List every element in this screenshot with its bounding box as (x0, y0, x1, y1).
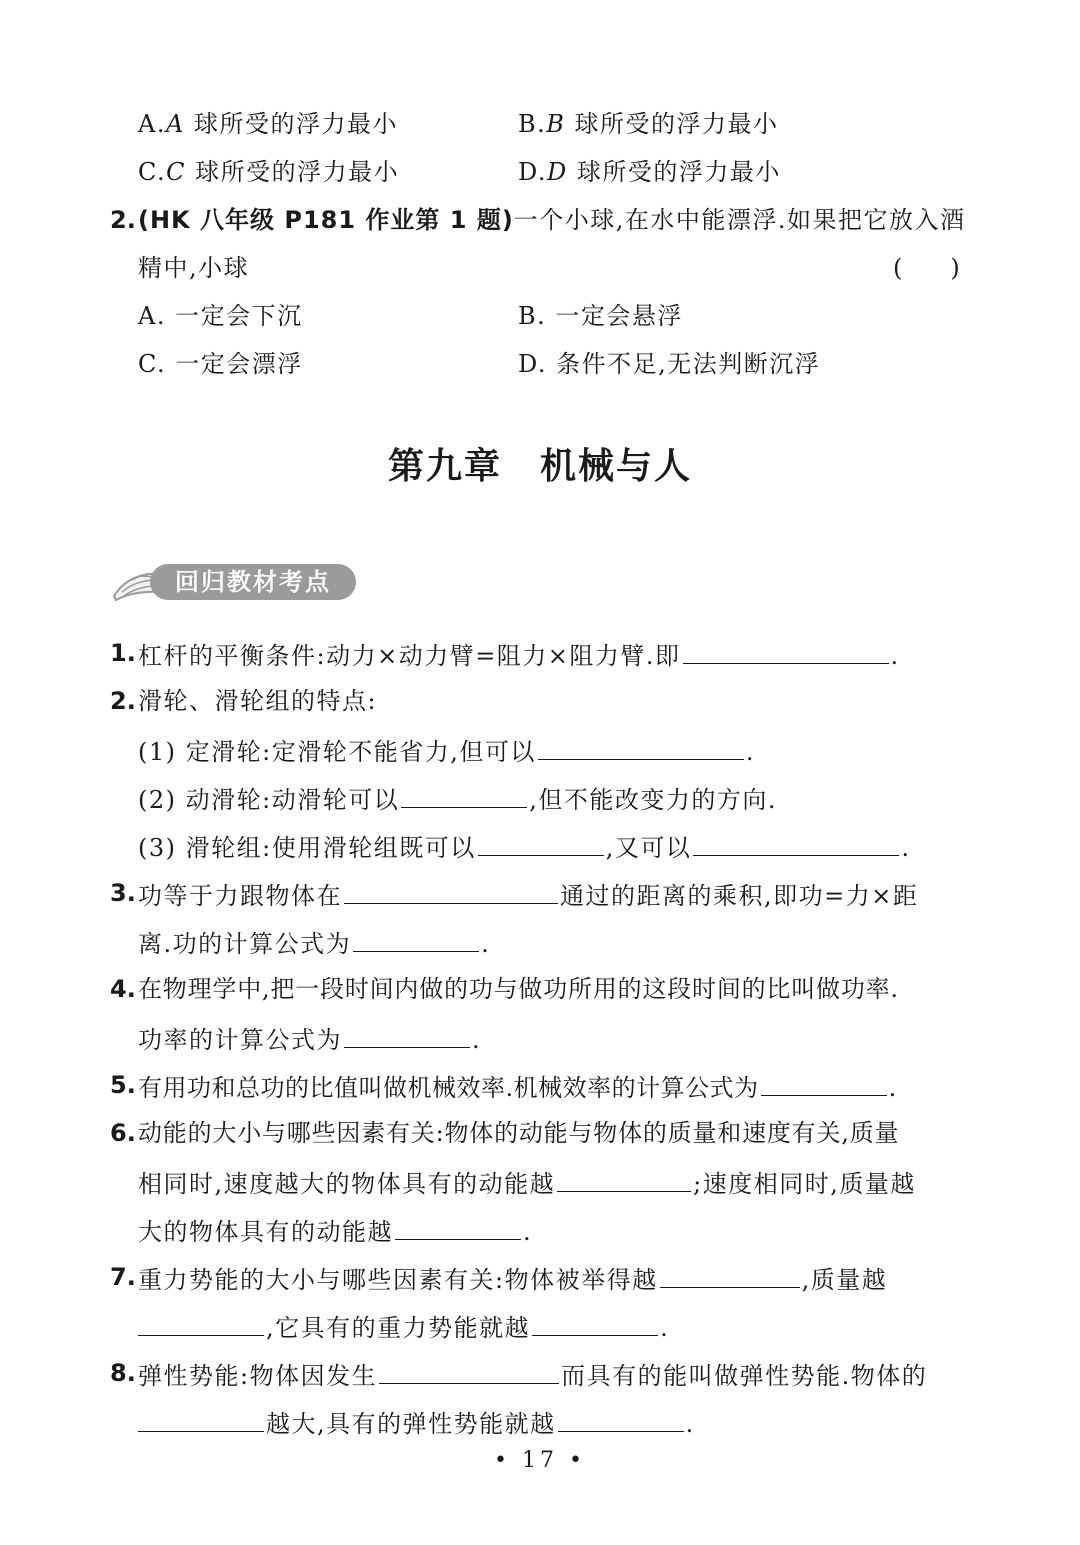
blank-7b[interactable] (138, 1309, 264, 1336)
blank-1[interactable] (683, 637, 889, 664)
q2-answer-paren[interactable]: ( ) (893, 254, 960, 282)
item-4-number: 4. (110, 975, 136, 1003)
q2-stem-cont: 精中,小球 (138, 254, 250, 282)
chapter-title: 第九章 机械与人 (387, 445, 692, 487)
page-dot-right: • (569, 1448, 586, 1473)
q1-option-b[interactable]: B.B 球所受的浮力最小 (518, 110, 779, 138)
q2-option-a[interactable]: A. 一定会下沉 (138, 302, 303, 330)
item-5-number: 5. (110, 1071, 136, 1099)
blank-6b[interactable] (395, 1213, 521, 1240)
blank-3a[interactable] (344, 877, 558, 904)
blank-8a[interactable] (379, 1357, 559, 1384)
q2-option-d[interactable]: D. 条件不足,无法判断沉浮 (518, 350, 821, 378)
section-badge-label: 回归教材考点 (150, 564, 356, 600)
item-3-number: 3. (110, 879, 136, 907)
blank-3b[interactable] (353, 925, 479, 952)
blank-6a[interactable] (557, 1165, 691, 1192)
q1-option-a[interactable]: A.A 球所受的浮力最小 (138, 110, 398, 138)
blank-2-2[interactable] (401, 781, 527, 808)
item-7-number: 7. (110, 1263, 136, 1291)
blank-8c[interactable] (558, 1405, 684, 1432)
q2-source: (HK 八年级 P181 作业第 1 题) (138, 206, 514, 234)
blank-2-1[interactable] (538, 733, 744, 760)
q1-option-d[interactable]: D.D 球所受的浮力最小 (518, 158, 781, 186)
q1-option-c[interactable]: C.C 球所受的浮力最小 (138, 158, 400, 186)
item-1-number: 1. (110, 639, 136, 667)
blank-4[interactable] (344, 1021, 470, 1048)
blank-2-3a[interactable] (478, 829, 604, 856)
blank-8b[interactable] (138, 1405, 264, 1432)
blank-2-3b[interactable] (693, 829, 899, 856)
q2-number: 2. (110, 206, 136, 234)
page-dot-left: • (494, 1448, 511, 1473)
page-number: 17 (522, 1448, 558, 1473)
section-badge (110, 562, 358, 602)
blank-7a[interactable] (660, 1261, 800, 1288)
blank-5[interactable] (761, 1069, 887, 1096)
q2-option-b[interactable]: B. 一定会悬浮 (518, 302, 683, 330)
item-8-number: 8. (110, 1359, 136, 1387)
page-footer (0, 1448, 1080, 1473)
q2-stem: (HK 八年级 P181 作业第 1 题)一个小球,在水中能漂浮.如果把它放入酒 (138, 206, 966, 234)
blank-7c[interactable] (532, 1309, 658, 1336)
q2-option-c[interactable]: C. 一定会漂浮 (138, 350, 303, 378)
item-6-number: 6. (110, 1119, 136, 1147)
item-2-number: 2. (110, 687, 136, 715)
